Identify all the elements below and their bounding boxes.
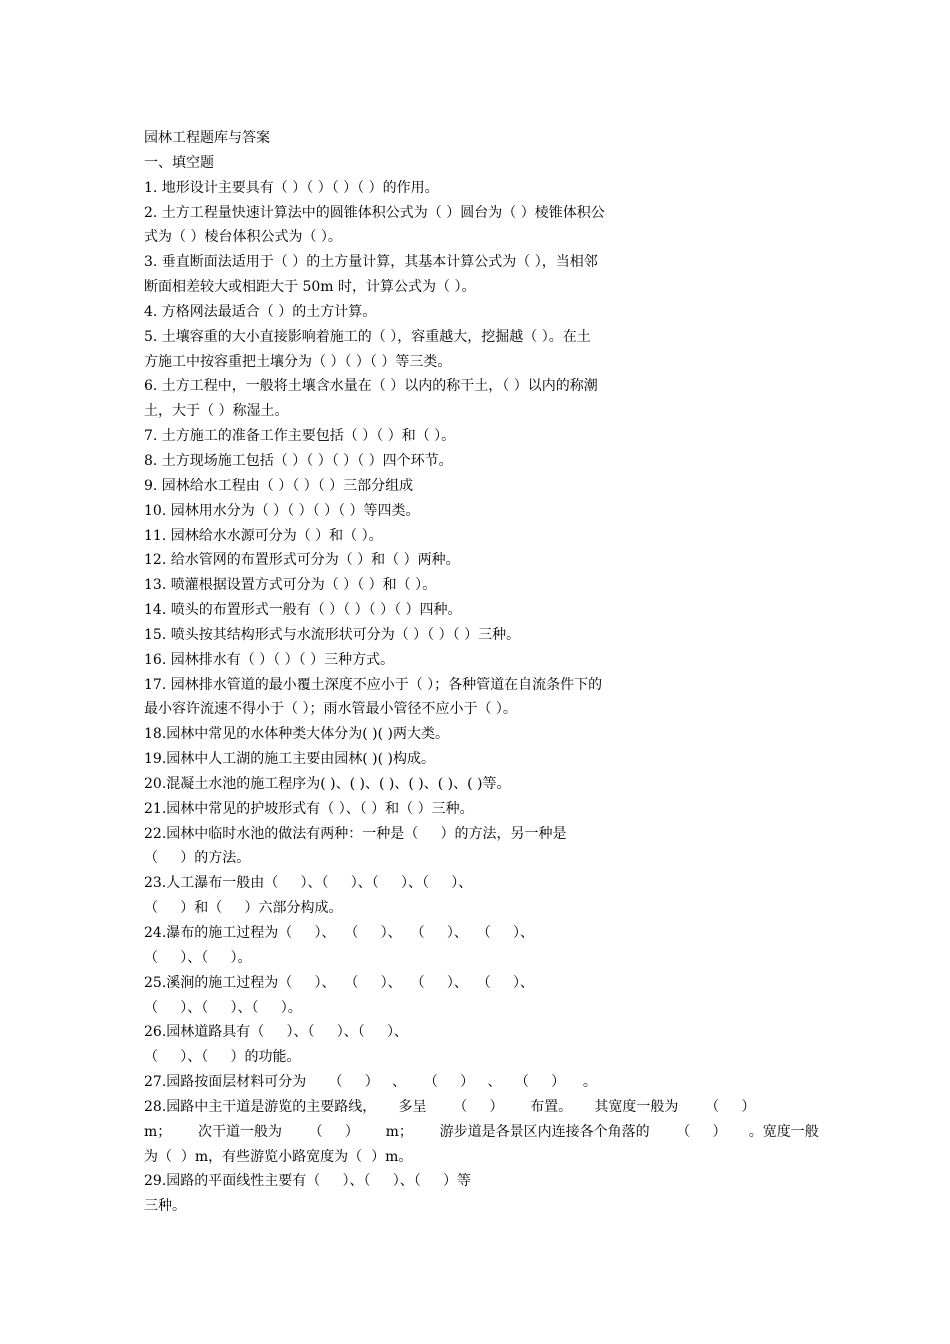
question-line: 2. 土方工程量快速计算法中的圆锥体积公式为（ ）圆台为（ ）棱锥体积公: [144, 204, 605, 221]
question-line: 断面相差较大或相距大于 50m 时，计算公式为（ ）。: [144, 279, 476, 296]
question-line: 15. 喷头按其结构形式与水流形状可分为（ ）（ ）（ ）三种。: [144, 626, 521, 643]
question-line: 23.人工瀑布一般由（ ）、（ ）、（ ）、（ ）、: [144, 875, 473, 892]
question-line: 5. 土壤容重的大小直接影响着施工的（ ），容重越大，挖掘越（ ）。在土: [144, 328, 591, 345]
question-line: m； 次干道一般为 （ ） m； 游步道是各景区内连接各个角落的 （ ） 。宽度一般: [144, 1123, 819, 1140]
question-line: （ ）和（ ）六部分构成。: [144, 900, 343, 917]
question-line: 8. 土方现场施工包括（ ）（ ）（ ）（ ）四个环节。: [144, 452, 453, 469]
question-line: 9. 园林给水工程由（ ）（ ）（ ）三部分组成: [144, 477, 414, 494]
question-line: 22.园林中临时水池的做法有两种：一种是（ ）的方法，另一种是: [144, 825, 567, 842]
question-line: 25.溪涧的施工过程为（ ）、 （ ）、 （ ）、 （ ）、: [144, 974, 534, 991]
question-line: 13. 喷灌根据设置方式可分为（ ）（ ）和（ ）。: [144, 577, 437, 594]
question-line: 19.园林中人工湖的施工主要由园林( )( )构成。: [144, 751, 436, 768]
section-heading: 一、填空题: [144, 154, 214, 171]
question-line: 三种。: [144, 1198, 186, 1215]
question-line: （ ）的方法。: [144, 850, 251, 867]
question-line: 12. 给水管网的布置形式可分为（ ）和（ ）两种。: [144, 552, 460, 569]
question-line: 27.园路按面层材料可分为 （ ） 、 （ ） 、 （ ） 。: [144, 1074, 597, 1091]
question-line: 28.园路中主干道是游览的主要路线， 多呈 （ ） 布置。 其宽度一般为 （ ）: [144, 1098, 756, 1115]
question-line: 16. 园林排水有（ ）（ ）（ ）三种方式。: [144, 651, 395, 668]
question-line: 最小容许流速不得小于（ ）；雨水管最小管径不应小于（ ）。: [144, 701, 517, 718]
question-line: （ ）、（ ）、（ ）。: [144, 999, 302, 1016]
question-line: （ ）、（ ）。: [144, 949, 252, 966]
question-line: 24.瀑布的施工过程为（ ）、 （ ）、 （ ）、 （ ）、: [144, 925, 534, 941]
question-line: 6. 土方工程中，一般将土壤含水量在（ ）以内的称干土，（ ）以内的称潮: [144, 378, 598, 395]
question-line: 式为（ ）棱台体积公式为（ ）。: [144, 229, 342, 246]
question-line: （ ）、（ ）的功能。: [144, 1049, 301, 1066]
question-line: 方施工中按容重把土壤分为（ ）（ ）（ ）等三类。: [144, 353, 452, 370]
question-line: 10. 园林用水分为（ ）（ ）（ ）（ ）等四类。: [144, 502, 420, 519]
question-line: 29.园路的平面线性主要有（ ）、（ ）、（ ）等: [144, 1173, 472, 1190]
question-line: 为（ ）m，有些游览小路宽度为（ ）m。: [144, 1148, 413, 1165]
question-line: 18.园林中常见的水体种类大体分为( )( )两大类。: [144, 726, 450, 743]
question-line: 7. 土方施工的准备工作主要包括（ ）（ ）和（ ）。: [144, 428, 456, 445]
question-line: 20.混凝土水池的施工程序为( )、( )、( )、( )、( )、( )等。: [144, 775, 511, 792]
document-content: [144, 126, 824, 1219]
document-title: 园林工程题库与答案: [144, 130, 270, 146]
question-line: 17. 园林排水管道的最小覆土深度不应小于（ ）；各种管道在自流条件下的: [144, 676, 603, 693]
question-line: 1. 地形设计主要具有（ ）（ ）（ ）（ ）的作用。: [144, 179, 439, 196]
question-line: 14. 喷头的布置形式一般有（ ）（ ）（ ）（ ）四种。: [144, 602, 462, 619]
question-line: 土，大于（ ）称湿土。: [144, 403, 289, 420]
question-line: 3. 垂直断面法适用于（ ）的土方量计算，其基本计算公式为（ ），当相邻: [144, 254, 598, 271]
question-line: 11. 园林给水水源可分为（ ）和（ ）。: [144, 527, 383, 544]
question-line: 21.园林中常见的护坡形式有（ ）、（ ）和（ ）三种。: [144, 800, 474, 817]
question-list: [144, 176, 824, 1219]
question-line: 26.园林道路具有（ ）、（ ）、（ ）、: [144, 1024, 409, 1041]
question-line: 4. 方格网法最适合（ ）的土方计算。: [144, 303, 377, 320]
